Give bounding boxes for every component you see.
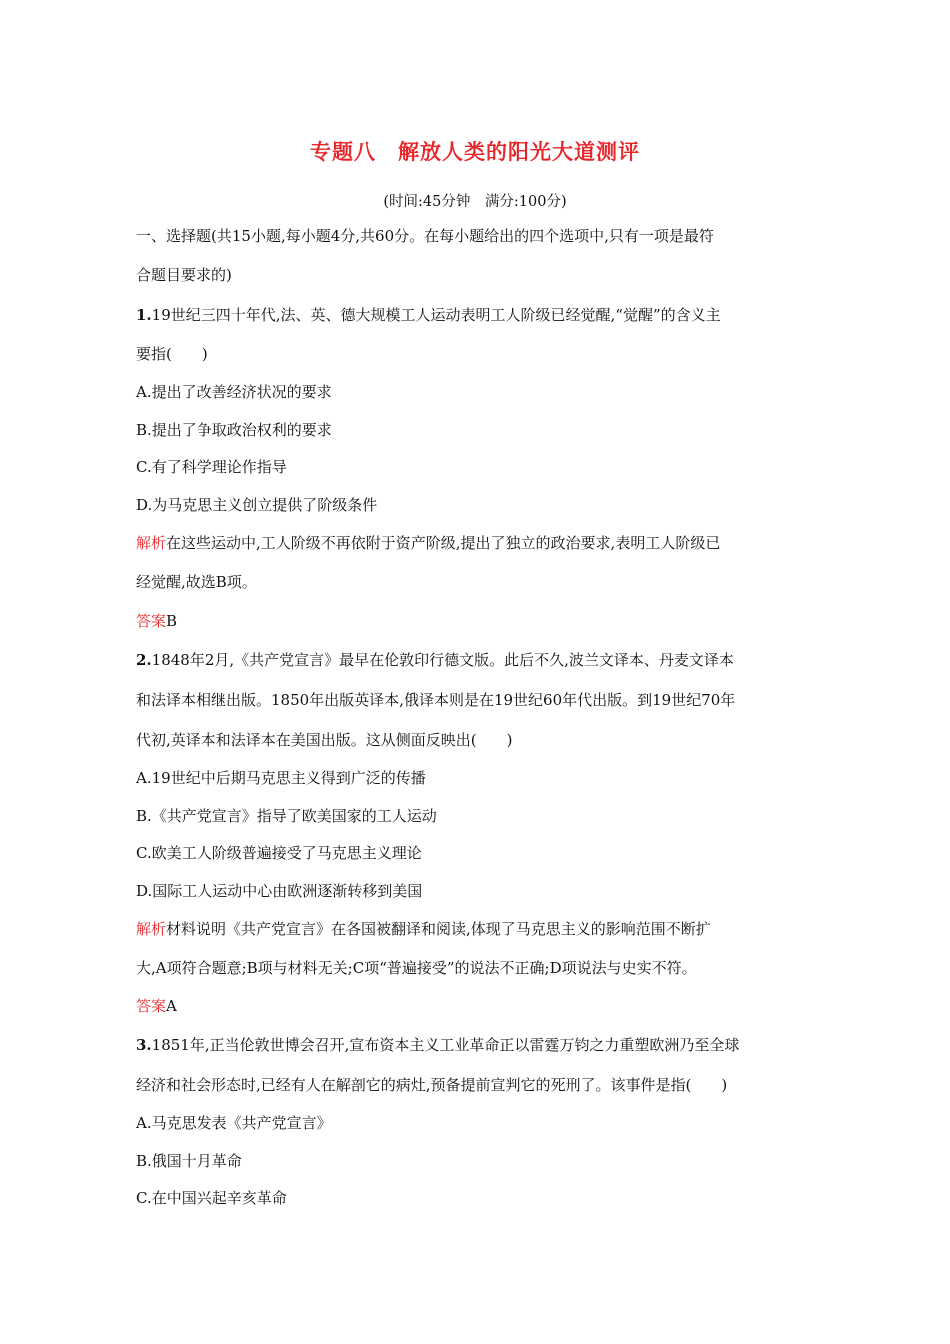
- question-1-option-a: A.提出了改善经济状况的要求: [136, 383, 332, 401]
- question-2-stem-line-2: 和法译本相继出版。1850年出版英译本,俄译本则是在19世纪60年代出版。到19世纪70年: [136, 691, 736, 709]
- analysis-label: 解析: [136, 534, 167, 552]
- question-2-option-c: C.欧美工人阶级普遍接受了马克思主义理论: [136, 844, 422, 862]
- question-2-stem-line-3: 代初,英译本和法译本在美国出版。这从侧面反映出( ): [136, 731, 513, 749]
- question-2-option-a: A.19世纪中后期马克思主义得到广泛的传播: [136, 769, 426, 787]
- question-1-option-c: C.有了科学理论作指导: [136, 458, 287, 476]
- question-number: 1.: [136, 306, 152, 324]
- question-2-analysis-line-2: 大,A项符合题意;B项与材料无关;C项“普遍接受”的说法不正确;D项说法与史实不符。: [136, 959, 697, 977]
- question-3-stem-line-2: 经济和社会形态时,已经有人在解剖它的病灶,预备提前宣判它的死刑了。该事件是指( ): [136, 1076, 728, 1094]
- question-1-stem-line-1: 1.19世纪三四十年代,法、英、德大规模工人运动表明工人阶级已经觉醒,“觉醒”的含义主: [136, 306, 721, 324]
- exam-time-score: (时间:45分钟 满分:100分): [383, 194, 567, 210]
- answer-label: 答案: [136, 612, 167, 630]
- question-1-analysis-line-1: 解析在这些运动中,工人阶级不再依附于资产阶级,提出了独立的政治要求,表明工人阶级已: [136, 534, 721, 552]
- question-3-option-b: B.俄国十月革命: [136, 1152, 242, 1170]
- section-heading-line-2: 合题目要求的): [136, 266, 232, 284]
- section-heading-line-1: 一、选择题(共15小题,每小题4分,共60分。在每小题给出的四个选项中,只有一项是最符: [136, 227, 714, 245]
- question-1-analysis-line-2: 经觉醒,故选B项。: [136, 573, 257, 591]
- analysis-label: 解析: [136, 920, 167, 938]
- question-2-answer: 答案A: [136, 997, 177, 1015]
- answer-label: 答案: [136, 997, 167, 1015]
- question-1-answer: 答案B: [136, 612, 178, 630]
- question-3-option-a: A.马克思发表《共产党宣言》: [136, 1114, 332, 1132]
- question-number: 2.: [136, 651, 152, 669]
- page-title: 专题八 解放人类的阳光大道测评: [310, 140, 640, 164]
- question-1-option-b: B.提出了争取政治权利的要求: [136, 421, 332, 439]
- question-1-option-d: D.为马克思主义创立提供了阶级条件: [136, 496, 378, 514]
- question-3-option-c: C.在中国兴起辛亥革命: [136, 1189, 287, 1207]
- question-2-stem-line-1: 2.1848年2月,《共产党宣言》最早在伦敦印行德文版。此后不久,波兰文译本、丹麦文译本: [136, 651, 734, 669]
- question-1-stem-line-2: 要指( ): [136, 345, 208, 363]
- question-2-option-d: D.国际工人运动中心由欧洲逐渐转移到美国: [136, 882, 423, 900]
- question-number: 3.: [136, 1036, 152, 1054]
- question-2-option-b: B.《共产党宣言》指导了欧美国家的工人运动: [136, 807, 437, 825]
- question-3-stem-line-1: 3.1851年,正当伦敦世博会召开,宣布资本主义工业革命正以雷霆万钧之力重塑欧洲乃至全球: [136, 1036, 740, 1054]
- question-2-analysis-line-1: 解析材料说明《共产党宣言》在各国被翻译和阅读,体现了马克思主义的影响范围不断扩: [136, 920, 711, 938]
